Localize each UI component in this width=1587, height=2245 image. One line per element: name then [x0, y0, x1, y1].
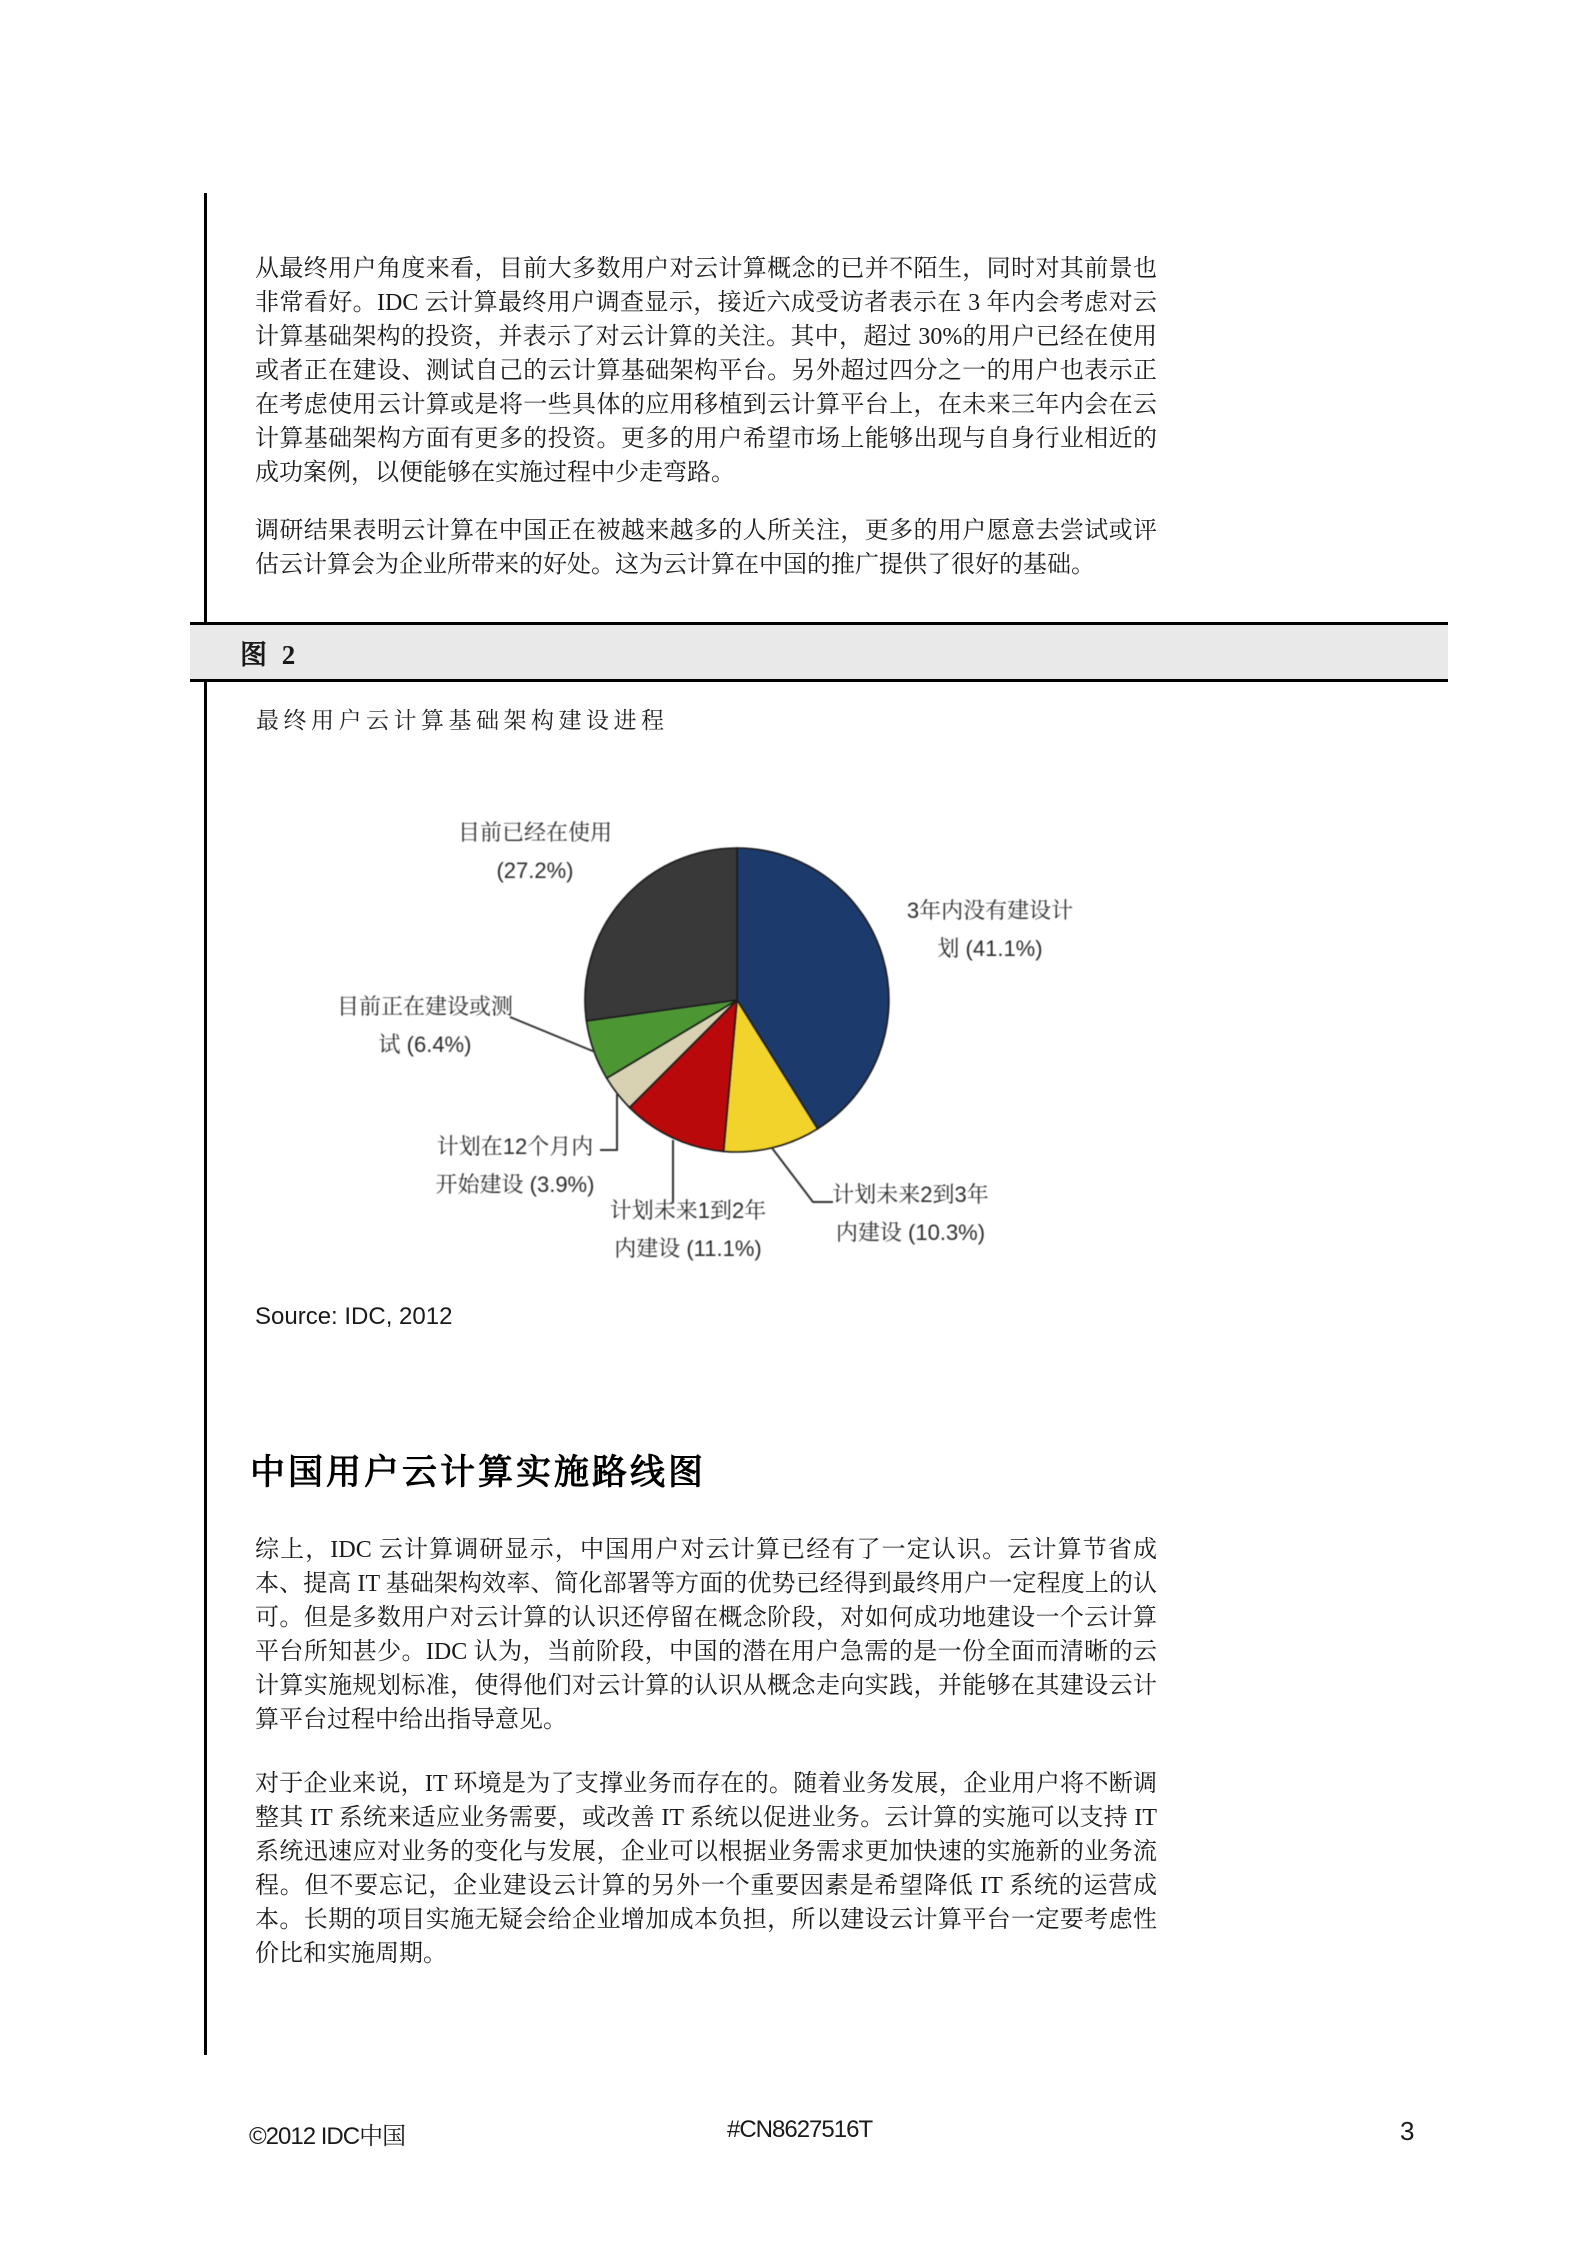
pie-label-line: 计划在12个月内: [436, 1134, 594, 1159]
left-margin-rule: [204, 193, 207, 2055]
page-footer: [0, 2116, 1587, 2150]
paragraph: 调研结果表明云计算在中国正在被越来越多的人所关注，更多的用户愿意去尝试或评估云计算会为企业所带来的好处。这为云计算在中国的推广提供了很好的基础。: [255, 518, 1157, 578]
pie-label-1to2years: [598, 1192, 778, 1268]
paragraph: 对于企业来说，IT 环境是为了支撑业务而存在的。随着业务发展，企业用户将不断调整其 IT 系统来适应业务需要，或改善 IT 系统以促进业务。云计算的实施可以支持 IT 系统迅速应对业务的变化与发展，企业可以根据业务需求更加快速的实施新的业务流程。但不要忘记，企业建设云计算的另外一个重要因素是希望降低 IT 系统的运营成本。长期的项目实施无疑会给企业增加成本负担，所以建设云计算平台一定要考虑性价比和实施周期。: [255, 1771, 1157, 1967]
pie-label-no-plan: [890, 892, 1090, 968]
section-text-block: [255, 1533, 1157, 2001]
pie-slices: [585, 848, 889, 1152]
footer-copyright: ©2012 IDC中国: [249, 2123, 406, 2150]
pie-label-line: 开始建设 (3.9%): [435, 1172, 595, 1197]
leader-line-2to3: [772, 1148, 833, 1202]
pie-label-2to3years: [828, 1176, 993, 1252]
footer-doc-number: #CN8627516T: [727, 2116, 873, 2143]
figure-header-bar: [190, 622, 1448, 682]
pie-label-line: 内建设 (11.1%): [614, 1236, 762, 1261]
leader-line-testing: [510, 1017, 595, 1052]
figure-number-label: 图 2: [240, 639, 300, 670]
footer-page-number: 3: [1400, 2116, 1414, 2146]
pie-label-line: 计划未来1到2年: [609, 1198, 767, 1223]
paragraph: 综上，IDC 云计算调研显示，中国用户对云计算已经有了一定认识。云计算节省成本、提高 IT 基础架构效率、简化部署等方面的优势已经得到最终用户一定程度上的认可。但是多数用户对云计算的认识还停留在概念阶段，对如何成功地建设一个云计算平台所知甚少。IDC 认为，当前阶段，中国的潜在用户急需的是一份全面而清晰的云计算实施规划标准，使得他们对云计算的认识从概念走向实践，并能够在其建设云计算平台过程中给出指导意见。: [255, 1537, 1157, 1733]
pie-label-line: 计划未来2到3年: [832, 1182, 989, 1207]
pie-label-line: 内建设 (10.3%): [835, 1220, 986, 1245]
pie-label-line: 目前已经在使用: [457, 820, 612, 845]
pie-label-line: 试 (6.4%): [378, 1032, 472, 1057]
pie-label-line: 划 (41.1%): [937, 936, 1043, 961]
section-heading: 中国用户云计算实施路线图: [250, 1453, 707, 1492]
figure-source: Source: IDC, 2012: [255, 1303, 453, 1330]
intro-text-block: [255, 252, 1157, 606]
paragraph: 从最终用户角度来看，目前大多数用户对云计算概念的已并不陌生，同时对其前景也非常看好。IDC 云计算最终用户调查显示，接近六成受访者表示在 3 年内会考虑对云计算基础架构的投资，并表示了对云计算的关注。其中，超过 30%的用户已经在使用或者正在建设、测试自己的云计算基础架构平台。另外超过四分之一的用户也表示正在考虑使用云计算或是将一些具体的应用移植到云计算平台上，在未来三年内会在云计算基础架构方面有更多的投资。更多的用户希望市场上能够出现与自身行业相近的成功案例，以便能够在实施过程中少走弯路。: [255, 256, 1157, 486]
pie-label-line: 3年内没有建设计: [906, 898, 1074, 923]
pie-chart: [330, 790, 1170, 1300]
pie-label-using: [440, 814, 630, 890]
figure-title: 最终用户云计算基础架构建设进程: [256, 708, 669, 733]
pie-label-line: 目前正在建设或测: [336, 994, 513, 1019]
pie-label-line: (27.2%): [496, 858, 574, 883]
pie-label-12months: [425, 1128, 605, 1204]
pie-label-testing: [330, 988, 520, 1064]
